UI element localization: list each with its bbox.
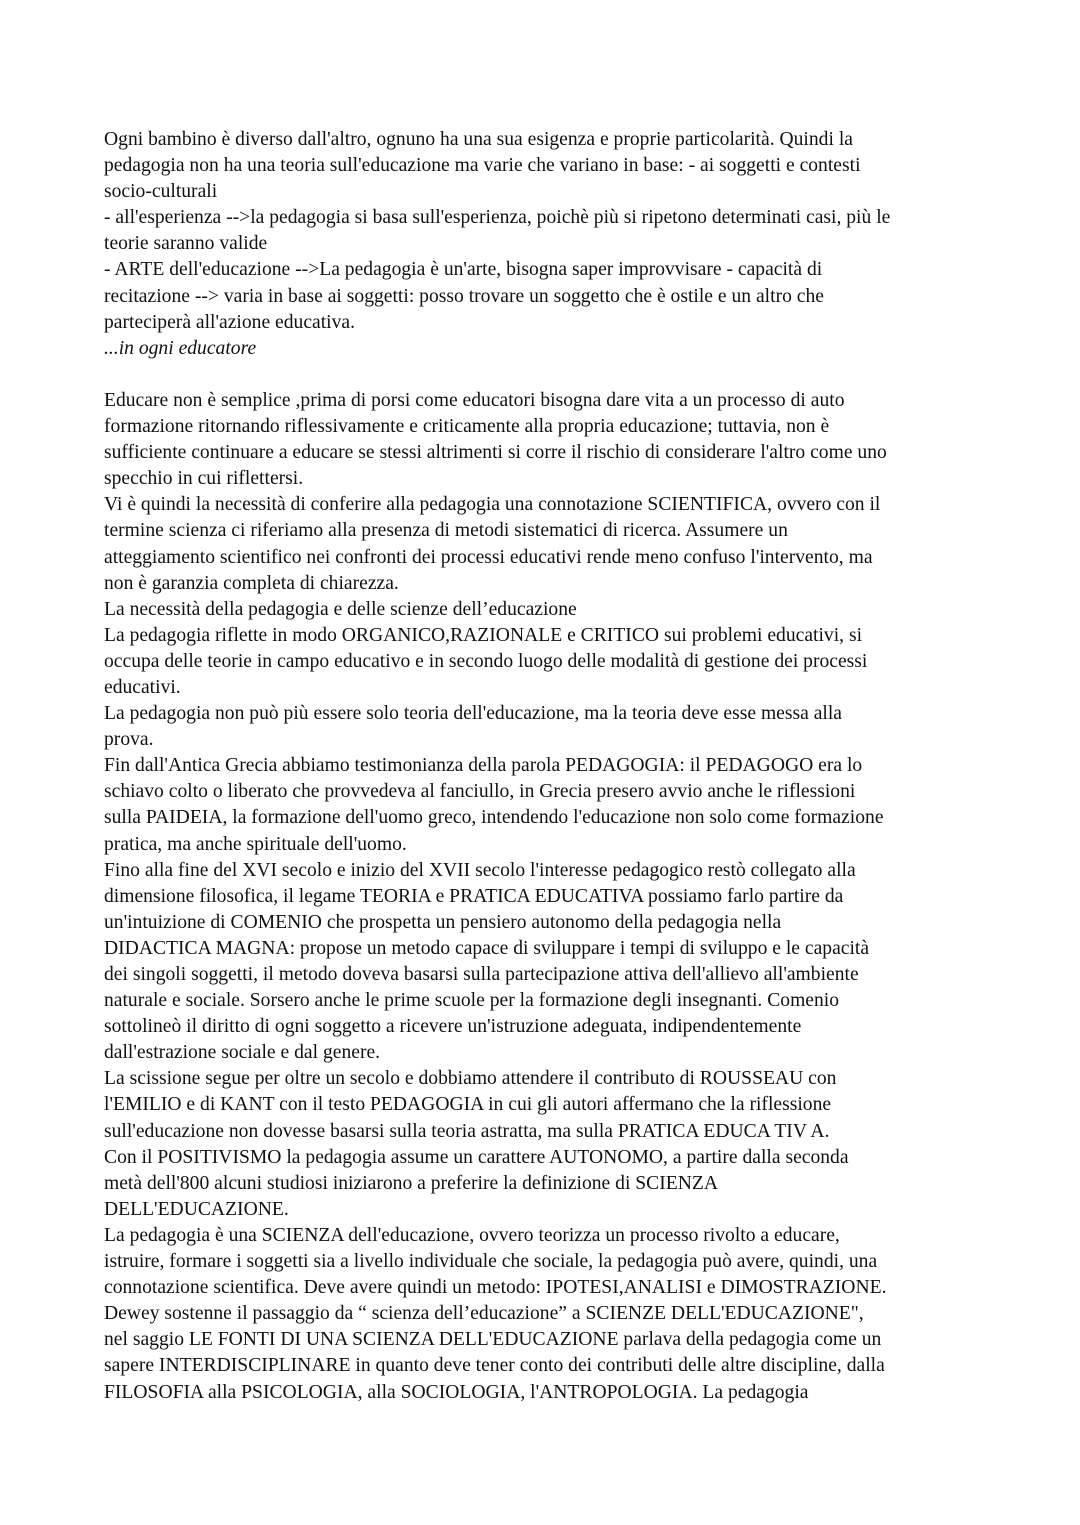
text-line: non è garanzia completa di chiarezza. [104, 572, 399, 594]
text-line: parteciperà all'azione educativa. [104, 311, 356, 333]
main-text [104, 388, 1004, 1406]
text-line: sottolineò il diritto di ogni soggetto a ricevere un'istruzione adeguata, indipendentemente [104, 1016, 802, 1038]
paragraph-spacer [104, 362, 1004, 388]
text-line: sulla PAIDEIA, la formazione dell'uomo greco, intendendo l'educazione non solo come formazione [104, 807, 884, 829]
text-line: DIDACTICA MAGNA: propose un metodo capace di sviluppare i tempi di sviluppo e le capacità [104, 937, 870, 959]
text-line: sapere INTERDISCIPLINARE in quanto deve tener conto dei contributi delle altre discipline, dalla [104, 1355, 885, 1377]
text-line: educativi. [104, 676, 181, 698]
text-line: l'EMILIO e di KANT con il testo PEDAGOGIA in cui gli autori affermano che la riflessione [104, 1094, 832, 1116]
text-line: FILOSOFIA alla PSICOLOGIA, alla SOCIOLOGIA, l'ANTROPOLOGIA. La pedagogia [104, 1381, 809, 1403]
text-line: dei singoli soggetti, il metodo doveva basarsi sulla partecipazione attiva dell'allievo all'ambiente [104, 964, 859, 985]
text-line: occupa delle teorie in campo educativo e in secondo luogo delle modalità di gestione dei processi [104, 650, 868, 672]
text-line: sull'educazione non dovesse basarsi sulla teoria astratta, ma sulla PRATICA EDUCA TIV A. [104, 1120, 830, 1142]
text-line: Educare non è semplice ,prima di porsi come educatori bisogna dare vita a un processo di auto [104, 389, 845, 411]
text-line: schiavo colto o liberato che provvedeva al fanciullo, in Grecia presero avvio anche le riflessioni [104, 781, 856, 803]
text-line: teorie saranno valide [104, 233, 268, 255]
text-line: metà dell'800 alcuni studiosi iniziarono a preferire la definizione di SCIENZA [104, 1172, 719, 1194]
text-line: dall'estrazione sociale e dal genere. [104, 1042, 381, 1064]
text-line: termine scienza ci riferiamo alla presenza di metodi sistematici di ricerca. Assumere un [104, 520, 788, 542]
text-line: naturale e sociale. Sorsero anche le prime scuole per la formazione degli insegnanti. Comenio [104, 990, 840, 1012]
text-line: prova. [104, 729, 154, 751]
intro-paragraph [104, 127, 1004, 336]
text-line: DELL'EDUCAZIONE. [104, 1198, 289, 1220]
text-line: - ARTE dell'educazione -->La pedagogia è un'arte, bisogna saper improvvisare - capacità di [104, 259, 823, 281]
text-line: pedagogia non ha una teoria sull'educazione ma varie che variano in base: - ai soggetti e contesti [104, 155, 861, 177]
text-line: dimensione filosofica, il legame TEORIA e PRATICA EDUCATIVA possiamo farlo partire da [104, 885, 844, 907]
document-page [104, 127, 1004, 1406]
text-line: - all'esperienza -->la pedagogia si basa sull'esperienza, poichè più si ripetono determinati casi, più le [104, 207, 891, 229]
text-line: La scissione segue per oltre un secolo e dobbiamo attendere il contributo di ROUSSEAU con [104, 1068, 837, 1090]
text-line: nel saggio LE FONTI DI UNA SCIENZA DELL'EDUCAZIONE parlava della pedagogia come un [104, 1329, 882, 1351]
text-line: Vi è quindi la necessità di conferire alla pedagogia una connotazione SCIENTIFICA, ovvero con il [104, 494, 881, 516]
text-line: Ogni bambino è diverso dall'altro, ognuno ha una sua esigenza e proprie particolarità. Quindi la [104, 129, 853, 150]
text-line: La pedagogia riflette in modo ORGANICO,RAZIONALE e CRITICO sui problemi educativi, si [104, 624, 863, 646]
text-line: socio-culturali [104, 181, 218, 203]
text-line: sufficiente continuare a educare se stessi altrimenti si corre il rischio di considerare l'altro come uno [104, 442, 887, 464]
text-line: istruire, formare i soggetti sia a livello individuale che sociale, la pedagogia può avere, quindi, una [104, 1251, 878, 1273]
text-line: un'intuizione di COMENIO che prospetta un pensiero autonomo della pedagogia nella [104, 911, 782, 933]
text-line: La pedagogia non può più essere solo teoria dell'educazione, ma la teoria deve esse messa alla [104, 703, 843, 725]
text-line: connotazione scientifica. Deve avere quindi un metodo: IPOTESI,ANALISI e DIMOSTRAZIONE. [104, 1277, 887, 1299]
text-line: specchio in cui riflettersi. [104, 468, 304, 490]
text-line: Fin dall'Antica Grecia abbiamo testimonianza della parola PEDAGOGIA: il PEDAGOGO era lo [104, 755, 863, 777]
text-line: pratica, ma anche spirituale dell'uomo. [104, 833, 407, 855]
text-line: La necessità della pedagogia e delle scienze dell’educazione [104, 598, 577, 620]
text-line: recitazione --> varia in base ai soggetti: posso trovare un soggetto che è ostile e un altro che [104, 285, 824, 307]
text-line: La pedagogia è una SCIENZA dell'educazione, ovvero teorizza un processo rivolto a educare, [104, 1224, 840, 1246]
text-line: atteggiamento scientifico nei confronti dei processi educativi rende meno confuso l'intervento, ma [104, 546, 873, 568]
text-line: Dewey sostenne il passaggio da “ scienza dell’educazione” a SCIENZE DELL'EDUCAZIONE", [104, 1303, 864, 1325]
text-line: Con il POSITIVISMO la pedagogia assume un carattere AUTONOMO, a partire dalla seconda [104, 1146, 849, 1168]
text-line: formazione ritornando riflessivamente e criticamente alla propria educazione; tuttavia, non è [104, 416, 830, 438]
text-line: Fino alla fine del XVI secolo e inizio del XVII secolo l'interesse pedagogico restò collegato alla [104, 859, 856, 881]
italic-note: ...in ogni educatore [104, 337, 257, 359]
